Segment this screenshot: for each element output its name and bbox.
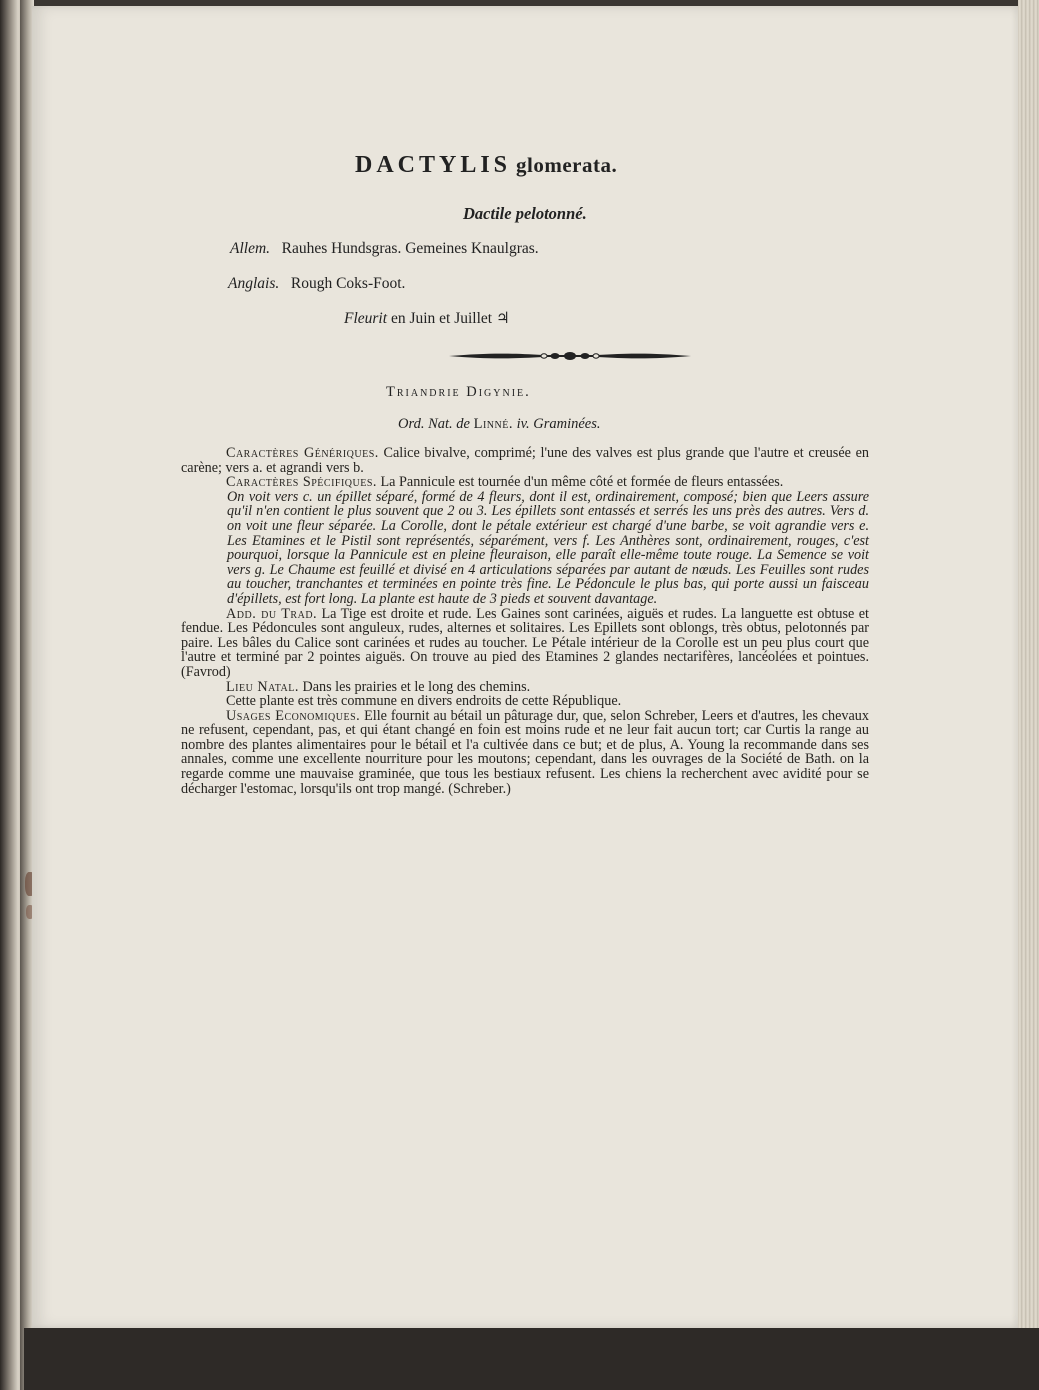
description-block [181,446,869,796]
native-place [181,680,869,695]
title-species: glomerata. [516,153,618,177]
name-value: Rough Coks-Foot. [290,275,406,292]
flowering-label: Fleurit [344,310,388,327]
generic-characters [181,446,869,475]
section-text: La Pannicule est tournée d'un même côté et formée de fleurs entassées. [380,474,784,491]
section-text: La Tige est droite et rude. Les Gaines sont carinées, aiguës et rudes. La languette est obtuse et fendue. Les Pédoncules sont anguleux, rudes, alternes et solitaires. Les Epillets sont oblongs, très obtus, pelotonnés par paire. Les bâles du Calice sont carinées et rudes au toucher. Le Pétale intérieur de la Corolle est un peu plus court que l'autre et terminé par 2 pointes aiguës. On trouve au pied des Etamines 2 glandes nectarifères, lancéolées et pointues. (Favrod) [181,605,869,680]
order-author: Linné. [473,416,513,432]
order-prefix: Ord. Nat. de [398,416,470,432]
economic-uses [181,709,869,797]
scan-background [24,1328,1039,1390]
specific-characters [181,475,869,490]
name-row-english [228,275,405,293]
plate-description: On voit vers c. un épillet séparé, formé de 4 fleurs, dont il est, ordinairement, composé; bien que Leers assure qu'il n'en contient le plus souvent que 2 ou 3. Les épillets sont entassés et serrés les uns près des autres. Vers d. on voit une fleur séparée. La Corolle, dont le pétale extérieur est chargé d'une barbe, se voit agrandie vers e. Les Etamines et le Pistil sont représentés, séparément, vers f. Les Anthères sont, ordinairement, rouges, c'est pourquoi, lorsque la Pannicule est en pleine fleuraison, elle paraît elle-même toute rouge. La Semence se voit vers g. Le Chaume est feuillé et divisé en 4 articulations séparées par autant de nœuds. Les Feuilles sont rudes au toucher, tranchantes et terminées en pointe très fine. Le Pédoncule le plus bas, qui porte aussi un faisceau d'épillets, est fort long. La plante est haute de 3 pieds et souvent davantage. [227,488,869,607]
section-head: Lieu Natal. [226,678,299,695]
section-text: Elle fournit au bétail un pâturage dur, que, selon Schreber, Leers et d'autres, les chevaux ne refusent, cependant, pas, et qui étant changé en foin est moins rude et ne leur fait aucun tort; car Curtis la range au nombre des plantes alimentaires pour le bétail et l'a cultivée dans ce but; et de plus, A. Young la recommande dans ses annales, comme une excellente nourriture pour les moutons; cependant, dans les ouvrages de la Société de Bath. on la regarde comme une mauvaise graminée, que tous les bestiaux refusent. Les chiens la recherchent avec avidité pour se décharger l'estomac, lorsqu'ils ont trop mangé. (Schreber.) [181,707,869,797]
french-name: Dactile pelotonné. [463,204,587,223]
page-fore-edge [1018,0,1039,1390]
order-line [398,416,601,433]
translator-addition [181,607,869,680]
name-lang: Anglais. [228,275,280,292]
native-place-note: Cette plante est très commune en divers endroits de cette République. [226,693,622,710]
page-title [355,152,617,179]
name-lang: Allem. [230,240,271,257]
section-text: Dans les prairies et le long des chemins. [302,678,531,695]
perennial-symbol: ♃ [495,310,510,327]
order-rest: iv. Graminées. [516,416,601,432]
flowering-row [344,308,510,328]
flowering-value: en Juin et Juillet [390,310,493,327]
section-head: Caractères Spécifiques. [226,474,377,491]
name-value: Rauhes Hundsgras. Gemeines Knaulgras. [281,240,539,257]
ornament-divider [447,346,693,366]
title-genus: DACTYLIS [355,152,512,178]
section-head: Caractères Génériques. [226,445,379,461]
classification: Triandrie Digynie. [386,384,531,400]
name-row-german [230,240,539,258]
section-head: Add. du Trad. [226,605,318,622]
book-page [32,6,1018,1328]
section-head: Usages Economiques. [226,707,361,724]
section-text: Calice bivalve, comprimé; l'une des valves est plus grande que l'autre et creusée en carène; vers a. et agrandi vers b. [181,445,869,476]
